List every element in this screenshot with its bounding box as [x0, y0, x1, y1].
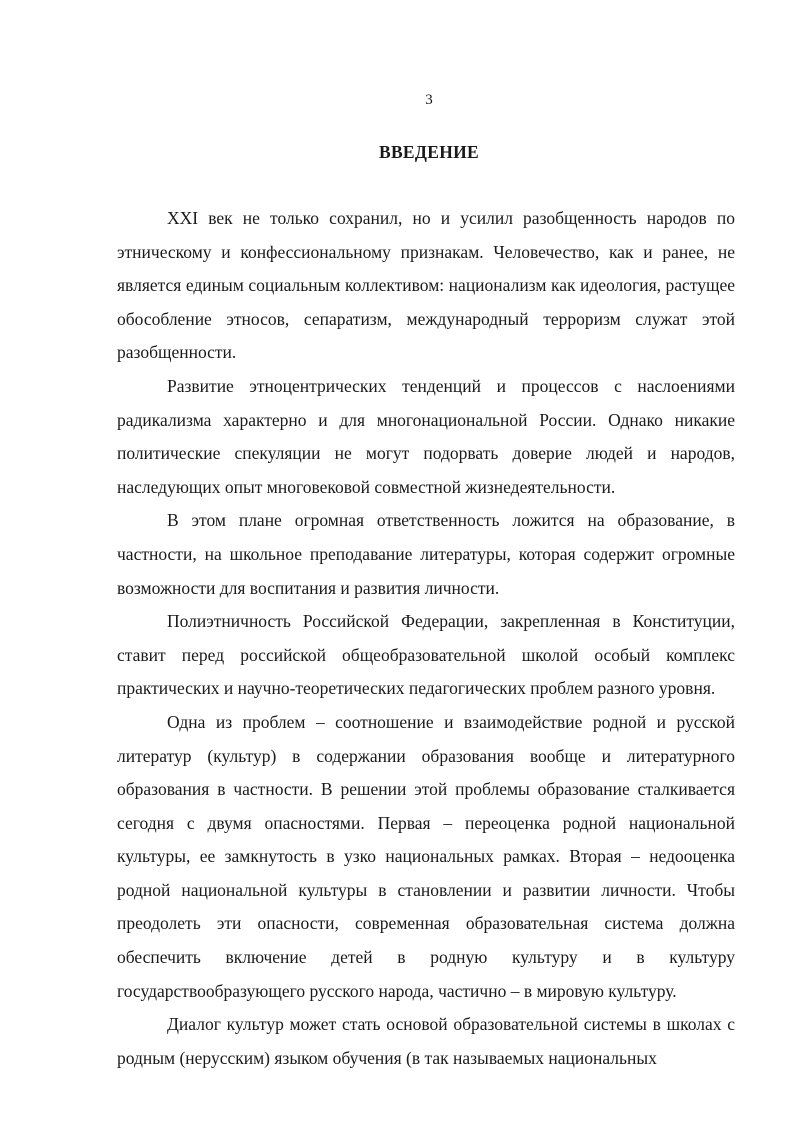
- paragraph-4: Полиэтничность Российской Федерации, закрепленная в Конституции, ставит перед российской общеобразовательной школой особый комплекс практических и научно-теоретических педагогических проблем разного уровня.: [117, 611, 735, 699]
- paragraph-6: Диалог культур может стать основой образовательной системы в школах с родным (нерусским) языком обучения (в так называемых национальных: [117, 1014, 735, 1068]
- section-heading: ВВЕДЕНИЕ: [378, 142, 480, 162]
- paragraph-5: Одна из проблем – соотношение и взаимодействие родной и русской литератур (культур) в содержании образования вообще и литературного образования в частности. В решении этой проблемы образование сталкивается сегодня с двумя опасностями. Первая – переоценка родной национальной культуры, ее замкнутость в узко национальных рамках. Вторая – недооценка родной национальной культуры в становлении и развитии личности. Чтобы преодолеть эти опасности, современная образовательная система должна обеспечить включение детей в родную культуру и в культуру государствообразующего русского народа, частично – в мировую культуру.: [117, 711, 735, 1001]
- paragraph-2: Развитие этноцентрических тенденций и процессов с наслоениями радикализма характерно и для многонациональной России. Однако никакие политические спекуляции не могут подорвать доверие людей и народов, наследующих опыт многовековой совместной жизнедеятельности.: [117, 375, 735, 497]
- page-number: 3: [425, 92, 433, 108]
- body-text: [117, 202, 735, 1075]
- paragraph-1: XXI век не только сохранил, но и усилил разобщенность народов по этническому и конфессиональному признакам. Человечество, как и ранее, не является единым социальным коллективом: национализм как идеология, растущее обособление этносов, сепаратизм, международный терроризм служат этой разобщенности.: [117, 208, 735, 363]
- paragraph-3: В этом плане огромная ответственность ложится на образование, в частности, на школьное преподавание литературы, которая содержит огромные возможности для воспитания и развития личности.: [117, 510, 735, 598]
